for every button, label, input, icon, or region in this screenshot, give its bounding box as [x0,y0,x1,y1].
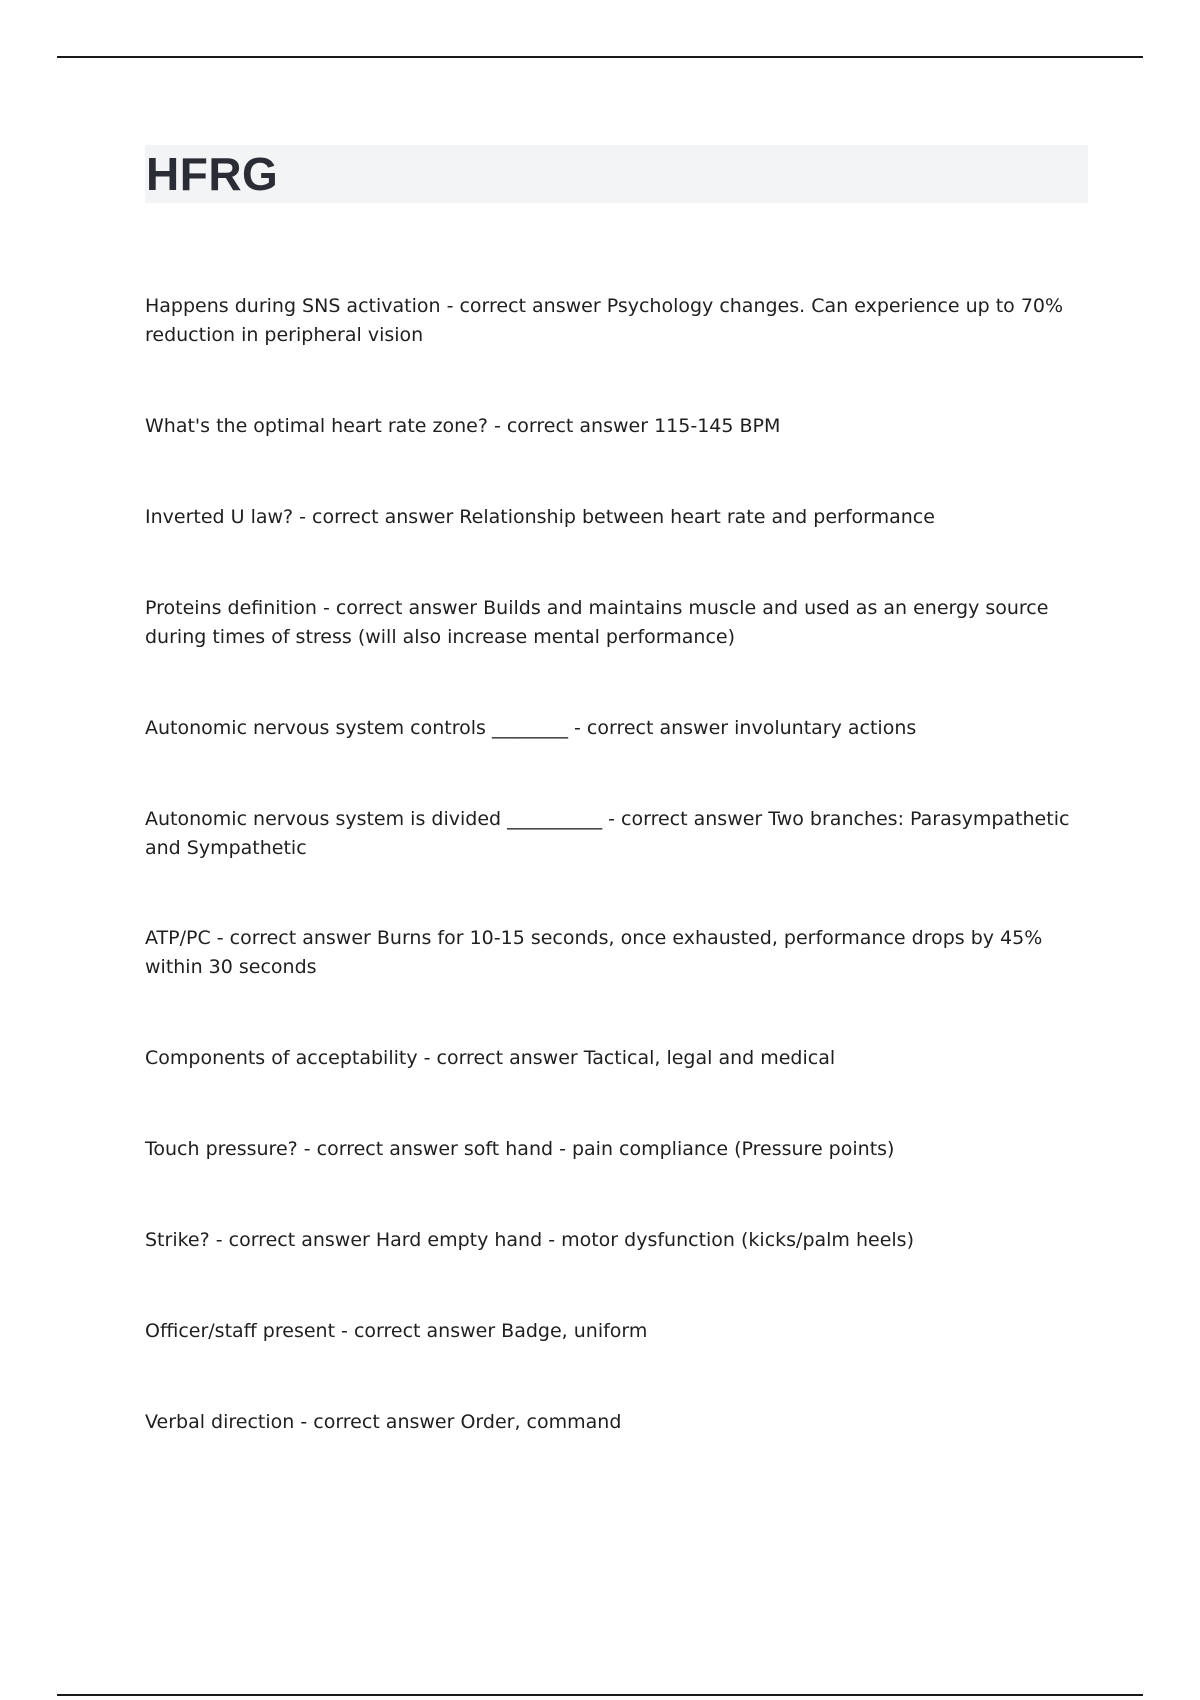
qa-item: Autonomic nervous system controls ________ - correct answer involuntary actions [145,717,917,739]
qa-item: Officer/staff present - correct answer Badge, uniform [145,1320,648,1342]
title-band [145,145,1088,203]
qa-item: Verbal direction - correct answer Order, command [145,1411,622,1433]
qa-item: Inverted U law? - correct answer Relationship between heart rate and performance [145,506,935,528]
page-title: HFRG [146,148,279,200]
qa-item: Autonomic nervous system is divided __________ - correct answer Two branches: Parasympathetic and Sympathetic [145,808,1070,859]
top-divider [57,56,1143,58]
qa-item: Happens during SNS activation - correct answer Psychology changes. Can experience up to 70% reduction in peripheral vision [145,295,1064,346]
qa-item: ATP/PC - correct answer Burns for 10-15 seconds, once exhausted, performance drops by 45% within 30 seconds [145,927,1043,978]
qa-item: Proteins definition - correct answer Builds and maintains muscle and used as an energy source during times of stress (will also increase mental performance) [145,597,1049,648]
qa-item: Touch pressure? - correct answer soft hand - pain compliance (Pressure points) [145,1138,895,1160]
qa-item: Components of acceptability - correct answer Tactical, legal and medical [145,1047,836,1069]
qa-item: Strike? - correct answer Hard empty hand - motor dysfunction (kicks/palm heels) [145,1229,914,1251]
bottom-divider [57,1694,1143,1696]
qa-item: What's the optimal heart rate zone? - correct answer 115-145 BPM [145,415,781,437]
